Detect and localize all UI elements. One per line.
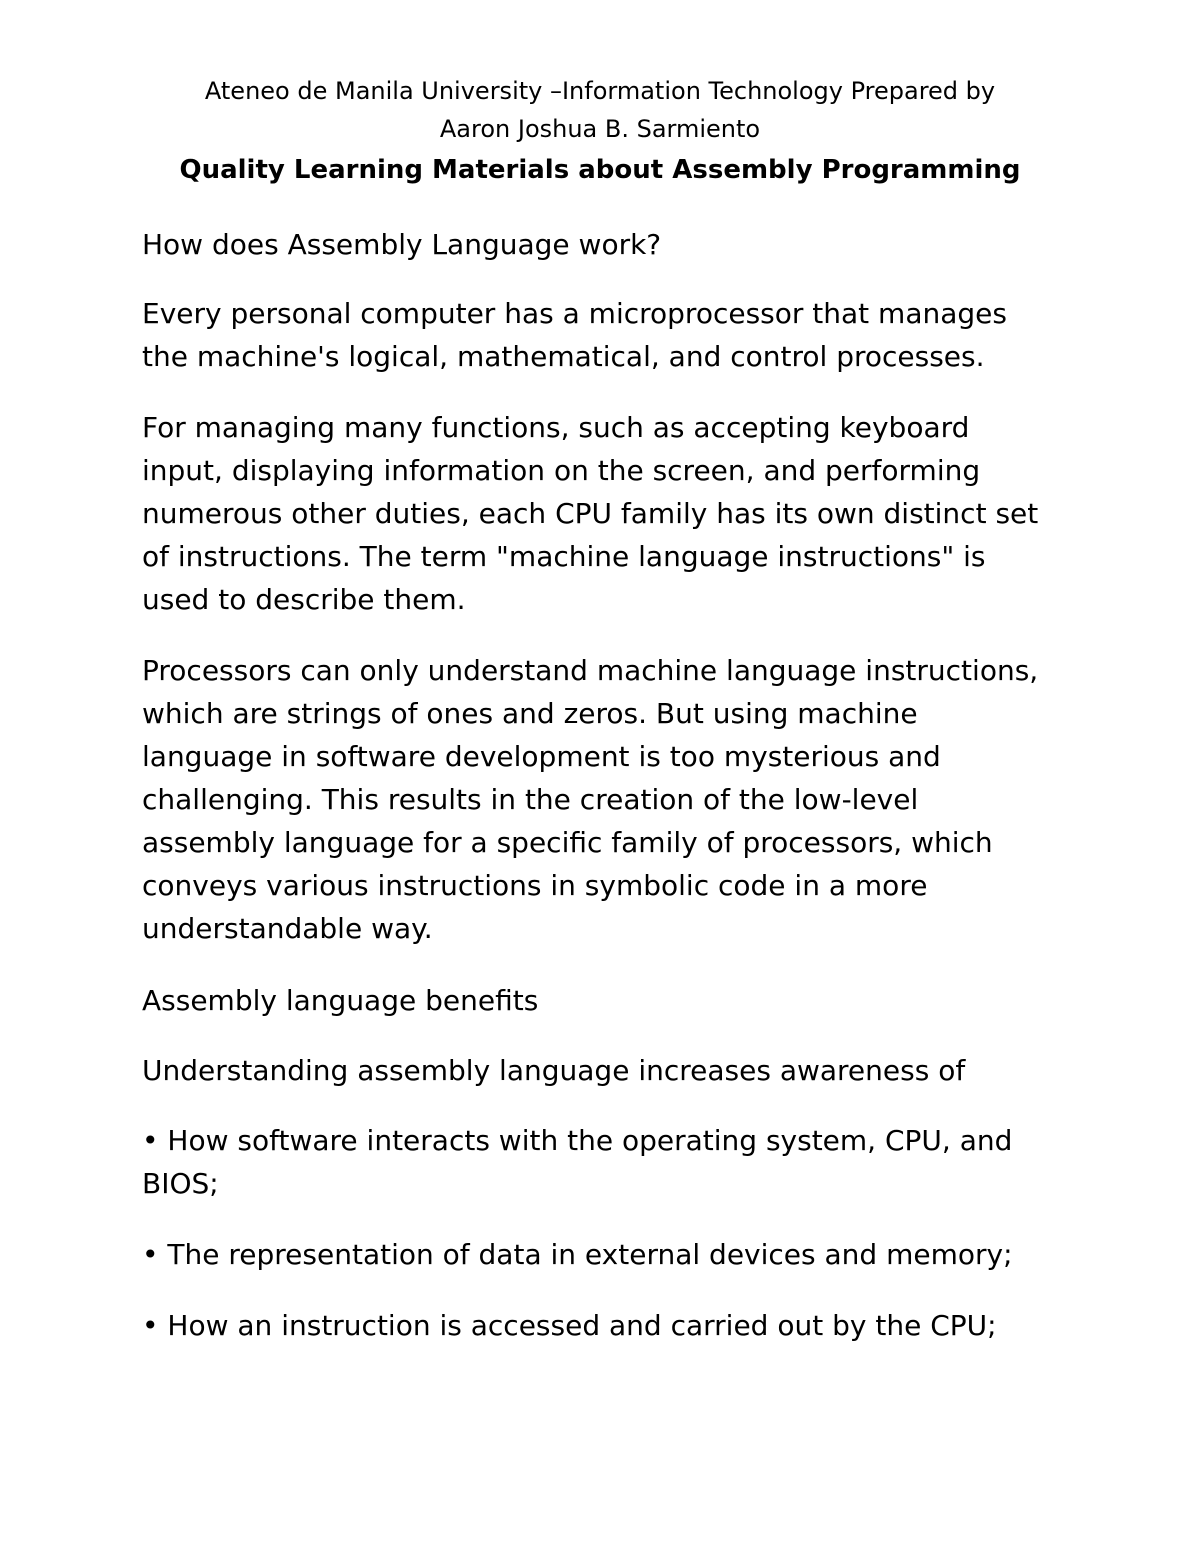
paragraph-2-line: of instructions. The term "machine language instructions" is <box>142 540 986 573</box>
paragraph-1-line: the machine's logical, mathematical, and control processes. <box>142 340 985 373</box>
bullet-item-line: • How an instruction is accessed and carried out by the CPU; <box>142 1309 997 1342</box>
paragraph-2-line: input, displaying information on the screen, and performing <box>142 454 981 487</box>
header-line-2: Aaron Joshua B. Sarmiento <box>439 115 761 143</box>
paragraph-3-line: assembly language for a specific family of processors, which <box>142 826 993 859</box>
paragraph-2-line: numerous other duties, each CPU family has its own distinct set <box>142 497 1039 530</box>
bullet-item-line: • How software interacts with the operating system, CPU, and <box>142 1124 1013 1157</box>
paragraph-3-line: understandable way. <box>142 912 433 945</box>
benefits-intro: Understanding assembly language increases awareness of <box>142 1054 966 1087</box>
bullet-item-line: BIOS; <box>142 1167 219 1200</box>
paragraph-3-line: which are strings of ones and zeros. But using machine <box>142 697 918 730</box>
paragraph-1-line: Every personal computer has a microprocessor that manages <box>142 297 1007 330</box>
paragraph-2-line: used to describe them. <box>142 583 466 616</box>
header-line-1: Ateneo de Manila University –Information Technology Prepared by <box>204 77 996 105</box>
bullet-item-line: • The representation of data in external devices and memory; <box>142 1238 1013 1271</box>
paragraph-2-line: For managing many functions, such as accepting keyboard <box>142 411 970 444</box>
document-title: Quality Learning Materials about Assembly Programming <box>179 155 1021 185</box>
benefits-heading: Assembly language benefits <box>142 984 539 1017</box>
section-question: How does Assembly Language work? <box>142 228 662 261</box>
paragraph-3-line: Processors can only understand machine language instructions, <box>142 654 1039 687</box>
paragraph-3-line: language in software development is too mysterious and <box>142 740 941 773</box>
paragraph-3-line: conveys various instructions in symbolic code in a more <box>142 869 928 902</box>
paragraph-3-line: challenging. This results in the creation of the low-level <box>142 783 919 816</box>
